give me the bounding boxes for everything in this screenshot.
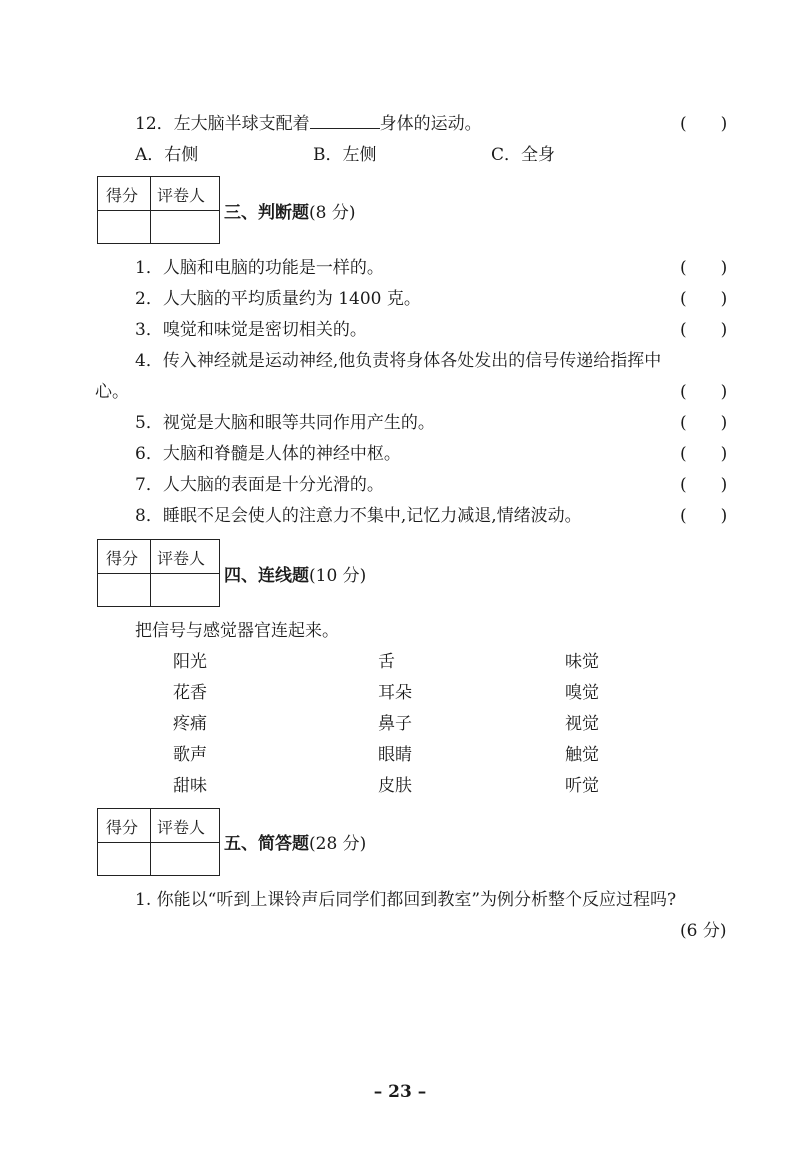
judge-item-continued: 心。 — [95, 382, 129, 402]
short-question-1-points: (6 分) — [680, 921, 727, 941]
match-signal: 花香 — [173, 683, 207, 703]
match-organ: 皮肤 — [378, 776, 412, 796]
q12-option-c: C．全身 — [491, 145, 556, 165]
section-judge-points: (8 分) — [309, 203, 356, 223]
match-organ: 眼睛 — [378, 745, 412, 765]
match-sense: 听觉 — [565, 776, 599, 796]
section-short-title: 五、简答题 — [224, 834, 309, 854]
judge-item: 1．人脑和电脑的功能是一样的。 — [135, 258, 384, 278]
page-number: – 23 – — [373, 1082, 427, 1102]
short-question-1: 1. 你能以“听到上课铃声后同学们都回到教室”为例分析整个反应过程吗? — [135, 890, 677, 910]
answer-parentheses: ( ) — [680, 114, 728, 134]
grader-label: 评卷人 — [157, 549, 206, 568]
match-sense: 触觉 — [565, 745, 599, 765]
section-short-points: (28 分) — [309, 834, 367, 854]
answer-parentheses: ( ) — [680, 382, 728, 402]
answer-blank — [310, 112, 380, 129]
score-box — [97, 176, 220, 244]
q12-suffix: 身体的运动。 — [379, 114, 482, 134]
judge-item: 3．嗅觉和味觉是密切相关的。 — [135, 320, 367, 340]
answer-parentheses: ( ) — [680, 413, 728, 433]
match-instruction: 把信号与感觉器官连起来。 — [135, 621, 339, 641]
q12-option-b: B．左侧 — [313, 145, 377, 165]
section-title-short — [224, 832, 366, 856]
section-title-match — [224, 564, 366, 588]
score-label: 得分 — [106, 818, 139, 837]
match-sense: 嗅觉 — [565, 683, 599, 703]
match-organ: 鼻子 — [378, 714, 412, 734]
match-organ: 舌 — [378, 652, 395, 672]
section-title-judge — [224, 201, 355, 225]
match-sense: 视觉 — [565, 714, 599, 734]
judge-item: 2．人大脑的平均质量约为 1400 克。 — [135, 289, 421, 309]
match-signal: 疼痛 — [173, 714, 207, 734]
answer-parentheses: ( ) — [680, 444, 728, 464]
answer-parentheses: ( ) — [680, 289, 728, 309]
answer-parentheses: ( ) — [680, 258, 728, 278]
match-signal: 阳光 — [173, 652, 207, 672]
answer-parentheses: ( ) — [680, 320, 728, 340]
match-organ: 耳朵 — [378, 683, 412, 703]
judge-item: 5．视觉是大脑和眼等共同作用产生的。 — [135, 413, 435, 433]
match-signal: 甜味 — [173, 776, 207, 796]
section-match-points: (10 分) — [309, 566, 367, 586]
section-match-title: 四、连线题 — [224, 566, 309, 586]
judge-item: 7．人大脑的表面是十分光滑的。 — [135, 475, 384, 495]
score-box — [97, 539, 220, 607]
grader-label: 评卷人 — [157, 186, 206, 205]
q12-prefix: 12．左大脑半球支配着 — [135, 114, 310, 134]
q12-stem — [135, 112, 482, 136]
section-judge-title: 三、判断题 — [224, 203, 309, 223]
match-signal: 歌声 — [173, 745, 207, 765]
judge-item: 4．传入神经就是运动神经,他负责将身体各处发出的信号传递给指挥中 — [135, 351, 662, 371]
q12-option-a: A．右侧 — [135, 145, 199, 165]
judge-item: 8．睡眠不足会使人的注意力不集中,记忆力减退,情绪波动。 — [135, 506, 582, 526]
answer-parentheses: ( ) — [680, 475, 728, 495]
answer-parentheses: ( ) — [680, 506, 728, 526]
judge-item: 6．大脑和脊髓是人体的神经中枢。 — [135, 444, 401, 464]
score-box — [97, 808, 220, 876]
grader-label: 评卷人 — [157, 818, 206, 837]
match-sense: 味觉 — [565, 652, 599, 672]
score-label: 得分 — [106, 549, 139, 568]
score-label: 得分 — [106, 186, 139, 205]
